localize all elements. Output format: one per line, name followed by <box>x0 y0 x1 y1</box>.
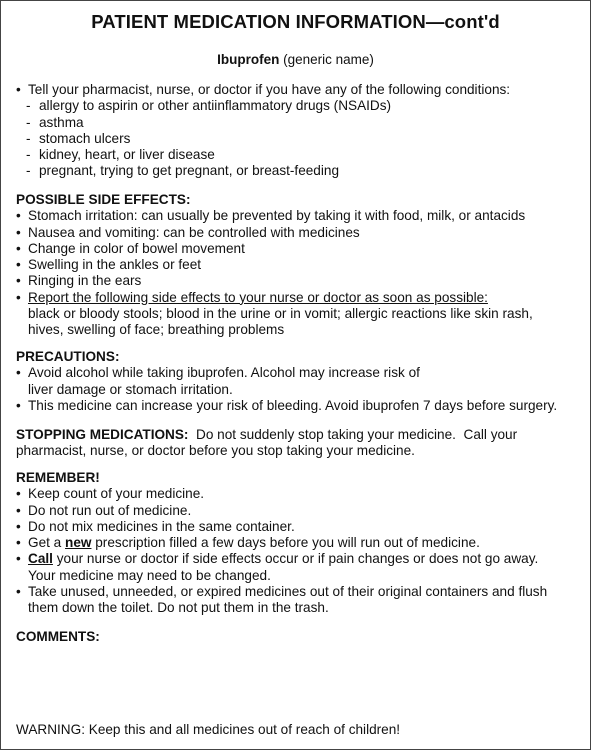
remember-item-call-continued: Your medicine may need to be changed. <box>28 567 271 583</box>
page-title: PATIENT MEDICATION INFORMATION—cont'd <box>91 11 500 32</box>
precaution-item-continued: liver damage or stomach irritation. <box>28 381 233 397</box>
new-post-text: prescription filled a few days before you will run out of medicine. <box>91 535 480 551</box>
precaution-item: • This medicine can increase your risk of bleeding. Avoid ibuprofen 7 days before surgery. <box>16 398 582 414</box>
stopping-section <box>16 427 582 460</box>
report-line: hives, swelling of face; breathing problems <box>28 322 285 338</box>
condition-item: - pregnant, trying to get pregnant, or breast-feeding <box>16 163 582 179</box>
side-effect-item: • Nausea and vomiting: can be controlled with medicines <box>16 225 582 241</box>
comments-heading: COMMENTS: <box>16 629 100 644</box>
condition-item: - stomach ulcers <box>16 131 582 147</box>
side-effect-item: • Swelling in the ankles or feet <box>16 257 582 273</box>
conditions-intro: • Tell your pharmacist, nurse, or doctor if you have any of the following conditions: <box>16 82 582 98</box>
side-effect-item: • Ringing in the ears <box>16 273 582 289</box>
precautions-heading: PRECAUTIONS: <box>16 349 120 364</box>
condition-item: - kidney, heart, or liver disease <box>16 147 582 163</box>
remember-item-call <box>16 551 582 567</box>
side-effect-item: • Change in color of bowel movement <box>16 241 582 257</box>
stopping-heading: STOPPING MEDICATIONS: <box>16 427 189 442</box>
side-effects-heading: POSSIBLE SIDE EFFECTS: <box>16 192 191 207</box>
drug-name-suffix: (generic name) <box>279 52 374 67</box>
call-post-text: your nurse or doctor if side effects occur or if pain changes or does not go away. <box>52 551 539 567</box>
condition-item: - asthma <box>16 115 582 131</box>
side-effect-item: • Stomach irritation: can usually be prevented by taking it with food, milk, or antacids <box>16 208 582 224</box>
condition-item: - allergy to aspirin or other antiinflammatory drugs (NSAIDs) <box>16 98 582 114</box>
conditions-section <box>16 82 582 180</box>
remember-item: • Do not mix medicines in the same container. <box>16 519 582 535</box>
comments-section <box>16 629 582 645</box>
remember-item-dispose-continued: them down the toilet. Do not put them in the trash. <box>28 600 329 616</box>
warning-text: WARNING: Keep this and all medicines out of reach of children! <box>16 722 401 737</box>
report-line: black or bloody stools; blood in the urine or in vomit; allergic reactions like skin rash, <box>28 306 533 322</box>
remember-item: • Do not run out of medicine. <box>16 503 582 519</box>
call-word: Call <box>28 551 53 567</box>
new-word: new <box>65 535 92 551</box>
remember-item-dispose: • Take unused, unneeded, or expired medicines out of their original containers and flush <box>16 584 582 600</box>
precaution-item: • Avoid alcohol while taking ibuprofen. Alcohol may increase risk of <box>16 365 582 381</box>
stopping-line-2: pharmacist, nurse, or doctor before you stop taking your medicine. <box>16 443 415 459</box>
report-lead-text: Report the following side effects to your nurse or doctor as soon as possible: <box>28 289 488 305</box>
report-lead <box>16 290 582 306</box>
new-pre-text: Get a <box>28 535 66 551</box>
precautions-section <box>16 349 582 414</box>
stopping-line <box>16 427 582 443</box>
remember-item: • Keep count of your medicine. <box>16 486 582 502</box>
side-effects-section <box>16 192 582 339</box>
remember-section <box>16 470 582 617</box>
drug-name-line <box>1 52 590 67</box>
remember-item-new <box>16 535 582 551</box>
remember-heading: REMEMBER! <box>16 470 100 485</box>
drug-name: Ibuprofen <box>217 52 280 67</box>
stopping-text: Do not suddenly stop taking your medicine. Call your <box>188 427 518 442</box>
